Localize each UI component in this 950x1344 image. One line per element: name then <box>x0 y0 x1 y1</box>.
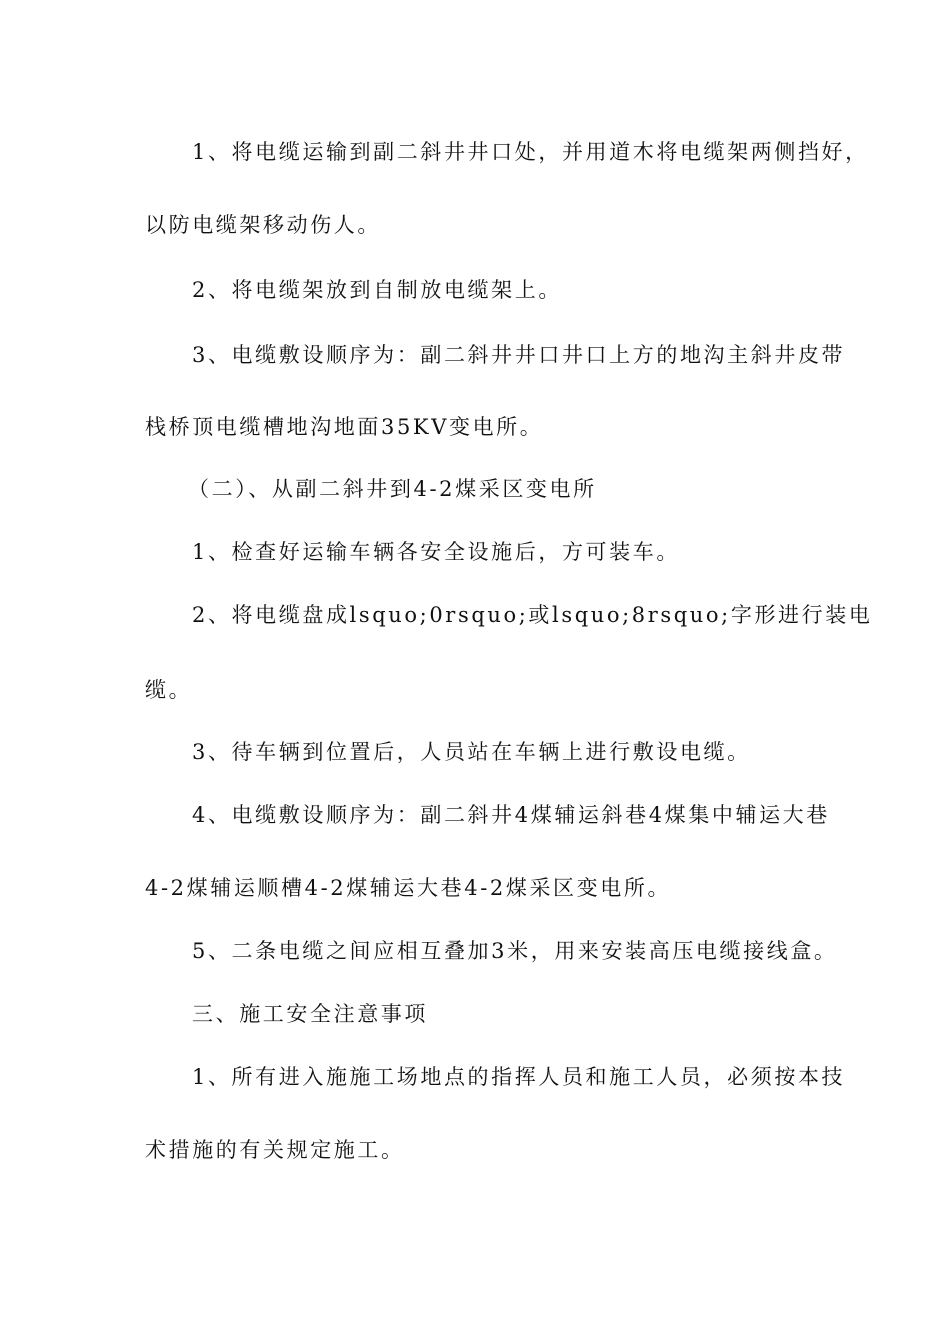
paragraph-line-7: 1、检查好运输车辆各安全设施后，方可装车。 <box>192 540 680 564</box>
paragraph-line-9: 缆。 <box>145 678 193 702</box>
section-heading-2: （二）、从副二斜井到4-2煤采区变电所 <box>188 477 597 501</box>
paragraph-line-10: 3、待车辆到位置后，人员站在车辆上进行敷设电缆。 <box>192 740 751 764</box>
paragraph-line-11: 4、电缆敷设顺序为：副二斜井4煤辅运斜巷4煤集中辅运大巷 <box>192 803 830 827</box>
paragraph-line-5: 栈桥顶电缆槽地沟地面35KV变电所。 <box>145 415 544 439</box>
paragraph-line-15: 1、所有进入施施工场地点的指挥人员和施工人员，必须按本技 <box>192 1065 846 1089</box>
paragraph-line-12: 4-2煤辅运顺槽4-2煤辅运大巷4-2煤采区变电所。 <box>145 876 672 900</box>
paragraph-line-3: 2、将电缆架放到自制放电缆架上。 <box>192 278 562 302</box>
paragraph-line-2: 以防电缆架移动伤人。 <box>145 213 381 237</box>
paragraph-line-4: 3、电缆敷设顺序为：副二斜井井口井口上方的地沟主斜井皮带 <box>192 343 846 367</box>
paragraph-line-1: 1、将电缆运输到副二斜井井口处，并用道木将电缆架两侧挡好， <box>192 140 869 164</box>
section-heading-3: 三、施工安全注意事项 <box>192 1002 428 1026</box>
paragraph-line-8: 2、将电缆盘成lsquo;0rsquo;或lsquo;8rsquo;字形进行装电 <box>192 603 873 627</box>
paragraph-line-13: 5、二条电缆之间应相互叠加3米，用来安装高压电缆接线盒。 <box>192 939 838 963</box>
paragraph-line-16: 术措施的有关规定施工。 <box>145 1138 405 1162</box>
